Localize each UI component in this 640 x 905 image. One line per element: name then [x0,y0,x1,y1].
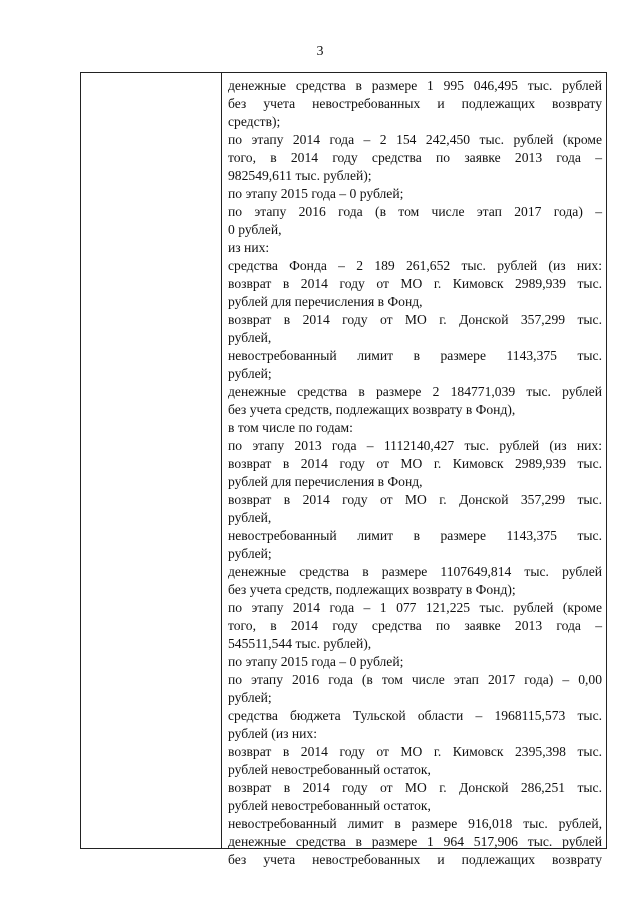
text-line: 0 рублей, [228,222,282,237]
text-line: без учета невостребованных и подлежащих возврату [228,852,602,867]
text-line: денежные средства в размере 1107649,814 тыс. рублей [228,564,602,579]
text-line: средства Фонда – 2 189 261,652 тыс. рублей (из них: [228,258,602,273]
text-line: рублей, [228,330,272,345]
text-line: возврат в 2014 году от МО г. Кимовск 2989,939 тыс. [228,276,602,291]
text-line: денежные средства в размере 1 964 517,906 тыс. рублей [228,834,602,849]
text-line: возврат в 2014 году от МО г. Донской 286,251 тыс. [228,780,602,795]
table-right-column [222,73,606,867]
text-line: рублей, [228,510,272,525]
text-line: 545511,544 тыс. рублей), [228,636,372,651]
text-line: по этапу 2015 года – 0 рублей; [228,186,404,201]
text-line: возврат в 2014 году от МО г. Донской 357,299 тыс. [228,312,602,327]
text-line: возврат в 2014 году от МО г. Кимовск 2989,939 тыс. [228,456,602,471]
text-line: денежные средства в размере 1 995 046,495 тыс. рублей [228,78,602,93]
text-line: рублей; [228,546,272,561]
text-line: по этапу 2013 года – 1112140,427 тыс. рублей (из них: [228,438,602,453]
text-line: возврат в 2014 году от МО г. Донской 357,299 тыс. [228,492,602,507]
text-line: рублей; [228,690,272,705]
text-line: по этапу 2016 года (в том числе этап 2017 года) – 0,00 [228,672,602,687]
page-number: 3 [316,44,324,59]
text-line: по этапу 2016 года (в том числе этап 2017 года) – [228,204,602,219]
text-line: возврат в 2014 году от МО г. Кимовск 2395,398 тыс. [228,744,602,759]
text-line: рублей невостребованный остаток, [228,798,431,813]
text-line: по этапу 2014 года – 2 154 242,450 тыс. рублей (кроме [228,132,602,147]
text-line: невостребованный лимит в размере 1143,375 тыс. [228,348,602,363]
text-line: без учета средств, подлежащих возврату в Фонд), [228,402,516,417]
text-line: из них: [228,240,270,255]
text-line: по этапу 2014 года – 1 077 121,225 тыс. рублей (кроме [228,600,602,615]
text-line: того, в 2014 году средства по заявке 2013 года – [228,150,602,165]
text-line: рублей для перечисления в Фонд, [228,474,423,489]
document-table [80,72,607,867]
text-line: без учета средств, подлежащих возврату в Фонд); [228,582,516,597]
text-line: невостребованный лимит в размере 1143,375 тыс. [228,528,602,543]
text-line: денежные средства в размере 2 184771,039 тыс. рублей [228,384,602,399]
text-line: рублей для перечисления в Фонд, [228,294,423,309]
text-line: невостребованный лимит в размере 916,018 тыс. рублей, [228,816,602,831]
text-line: по этапу 2015 года – 0 рублей; [228,654,404,669]
text-line: средства бюджета Тульской области – 1968115,573 тыс. [228,708,602,723]
table-left-column [81,73,222,848]
text-line: рублей; [228,366,272,381]
text-line: средств); [228,114,281,129]
text-line: в том числе по годам: [228,420,353,435]
text-line: того, в 2014 году средства по заявке 2013 года – [228,618,602,633]
text-line: без учета невостребованных и подлежащих возврату [228,96,602,111]
text-line: 982549,611 тыс. рублей); [228,168,372,183]
text-line: рублей невостребованный остаток, [228,762,431,777]
text-line: рублей (из них: [228,726,317,741]
